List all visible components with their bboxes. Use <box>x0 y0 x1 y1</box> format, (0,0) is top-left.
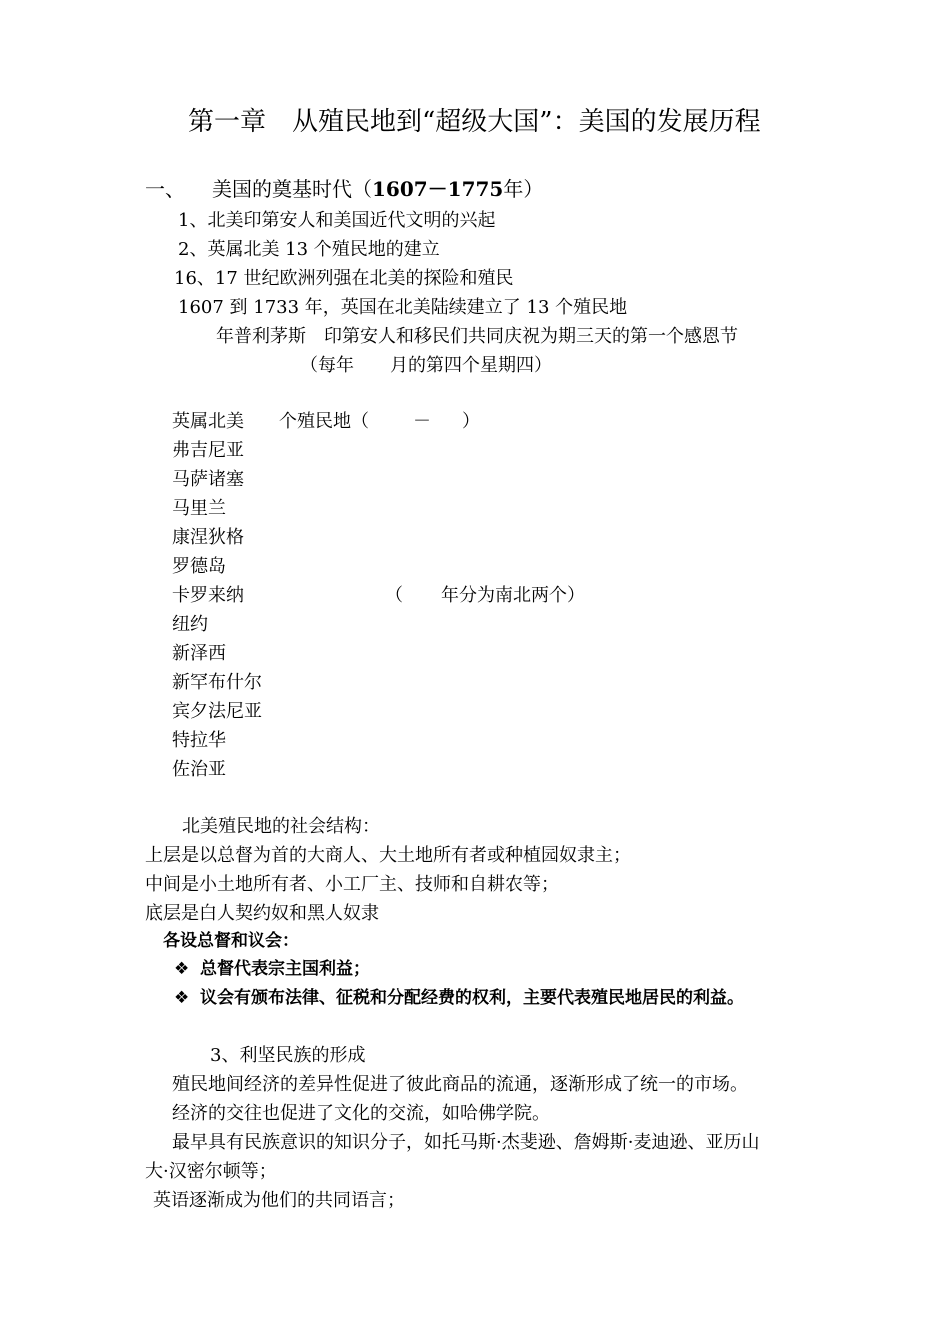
colonies-header-end: ） <box>462 411 480 432</box>
section-number: 一、 <box>145 177 185 201</box>
page-title: 第一章 从殖民地到“超级大国”：美国的发展历程 <box>188 107 761 137</box>
colony-item: 马里兰 <box>172 498 226 519</box>
nation-paragraph-1: 殖民地间经济的差异性促进了彼此商品的流通，逐渐形成了统一的市场。 <box>172 1074 748 1095</box>
line-2: 2、英属北美 13 个殖民地的建立 <box>178 239 440 260</box>
line-1: 1、北美印第安人和美国近代文明的兴起 <box>178 210 496 231</box>
colonies-header-dash: － <box>413 411 431 432</box>
colony-item: 新泽西 <box>172 643 226 664</box>
government-heading: 各设总督和议会： <box>163 931 299 951</box>
colonies-header-b: 个殖民地（ <box>279 411 369 432</box>
colony-item: 弗吉尼亚 <box>172 440 244 461</box>
colony-item: 康涅狄格 <box>172 527 244 548</box>
diamond-bullet-icon: ❖ <box>174 988 190 1008</box>
society-upper: 上层是以总督为首的大商人、大土地所有者或种植园奴隶主； <box>145 845 631 866</box>
line-5: 年普利茅斯 印第安人和移民们共同庆祝为期三天的第一个感恩节 <box>216 326 738 347</box>
colony-item: 罗德岛 <box>172 556 226 577</box>
colony-item: 宾夕法尼亚 <box>172 701 262 722</box>
diamond-bullet-icon: ❖ <box>174 959 190 979</box>
government-bullet-2 <box>174 987 744 1009</box>
government-bullet-1 <box>174 958 370 980</box>
section-heading-end: 年） <box>503 177 544 201</box>
section-years: 1607－1775 <box>372 177 504 201</box>
society-middle: 中间是小土地所有者、小工厂主、技师和自耕农等； <box>145 874 559 895</box>
carolina-note: 年分为南北两个） <box>441 585 585 606</box>
colony-item: 马萨诸塞 <box>172 469 244 490</box>
nation-paragraph-3: 最早具有民族意识的知识分子，如托马斯·杰斐逊、詹姆斯·麦迪逊、亚历山 <box>172 1132 760 1153</box>
line-3: 16、17 世纪欧洲列强在北美的探险和殖民 <box>174 268 514 289</box>
society-lower: 底层是白人契约奴和黑人奴隶 <box>145 903 379 924</box>
line-4: 1607 到 1733 年，英国在北美陆续建立了 13 个殖民地 <box>178 297 628 318</box>
colony-item: 纽约 <box>172 614 208 635</box>
society-heading: 北美殖民地的社会结构： <box>182 816 380 837</box>
nation-paragraph-4: 英语逐渐成为他们的共同语言； <box>153 1190 405 1211</box>
section-heading-text: 美国的奠基时代（ <box>212 177 372 201</box>
colony-item: 特拉华 <box>172 730 226 751</box>
government-bullet-2-text: 议会有颁布法律、征税和分配经费的权利，主要代表殖民地居民的利益。 <box>200 988 744 1008</box>
section-heading <box>212 176 543 202</box>
nation-paragraph-2: 经济的交往也促进了文化的交流，如哈佛学院。 <box>172 1103 550 1124</box>
line-6: （每年 月的第四个星期四） <box>300 355 552 376</box>
colony-item: 佐治亚 <box>172 759 226 780</box>
nation-heading: 3、利坚民族的形成 <box>210 1045 366 1066</box>
colony-item: 卡罗来纳 <box>172 585 244 606</box>
carolina-note-open: （ <box>385 585 403 606</box>
government-bullet-1-text: 总督代表宗主国利益； <box>200 959 370 979</box>
colonies-header-a: 英属北美 <box>172 411 244 432</box>
colony-item: 新罕布什尔 <box>172 672 262 693</box>
nation-paragraph-3-cont: 大·汉密尔顿等； <box>145 1161 277 1182</box>
